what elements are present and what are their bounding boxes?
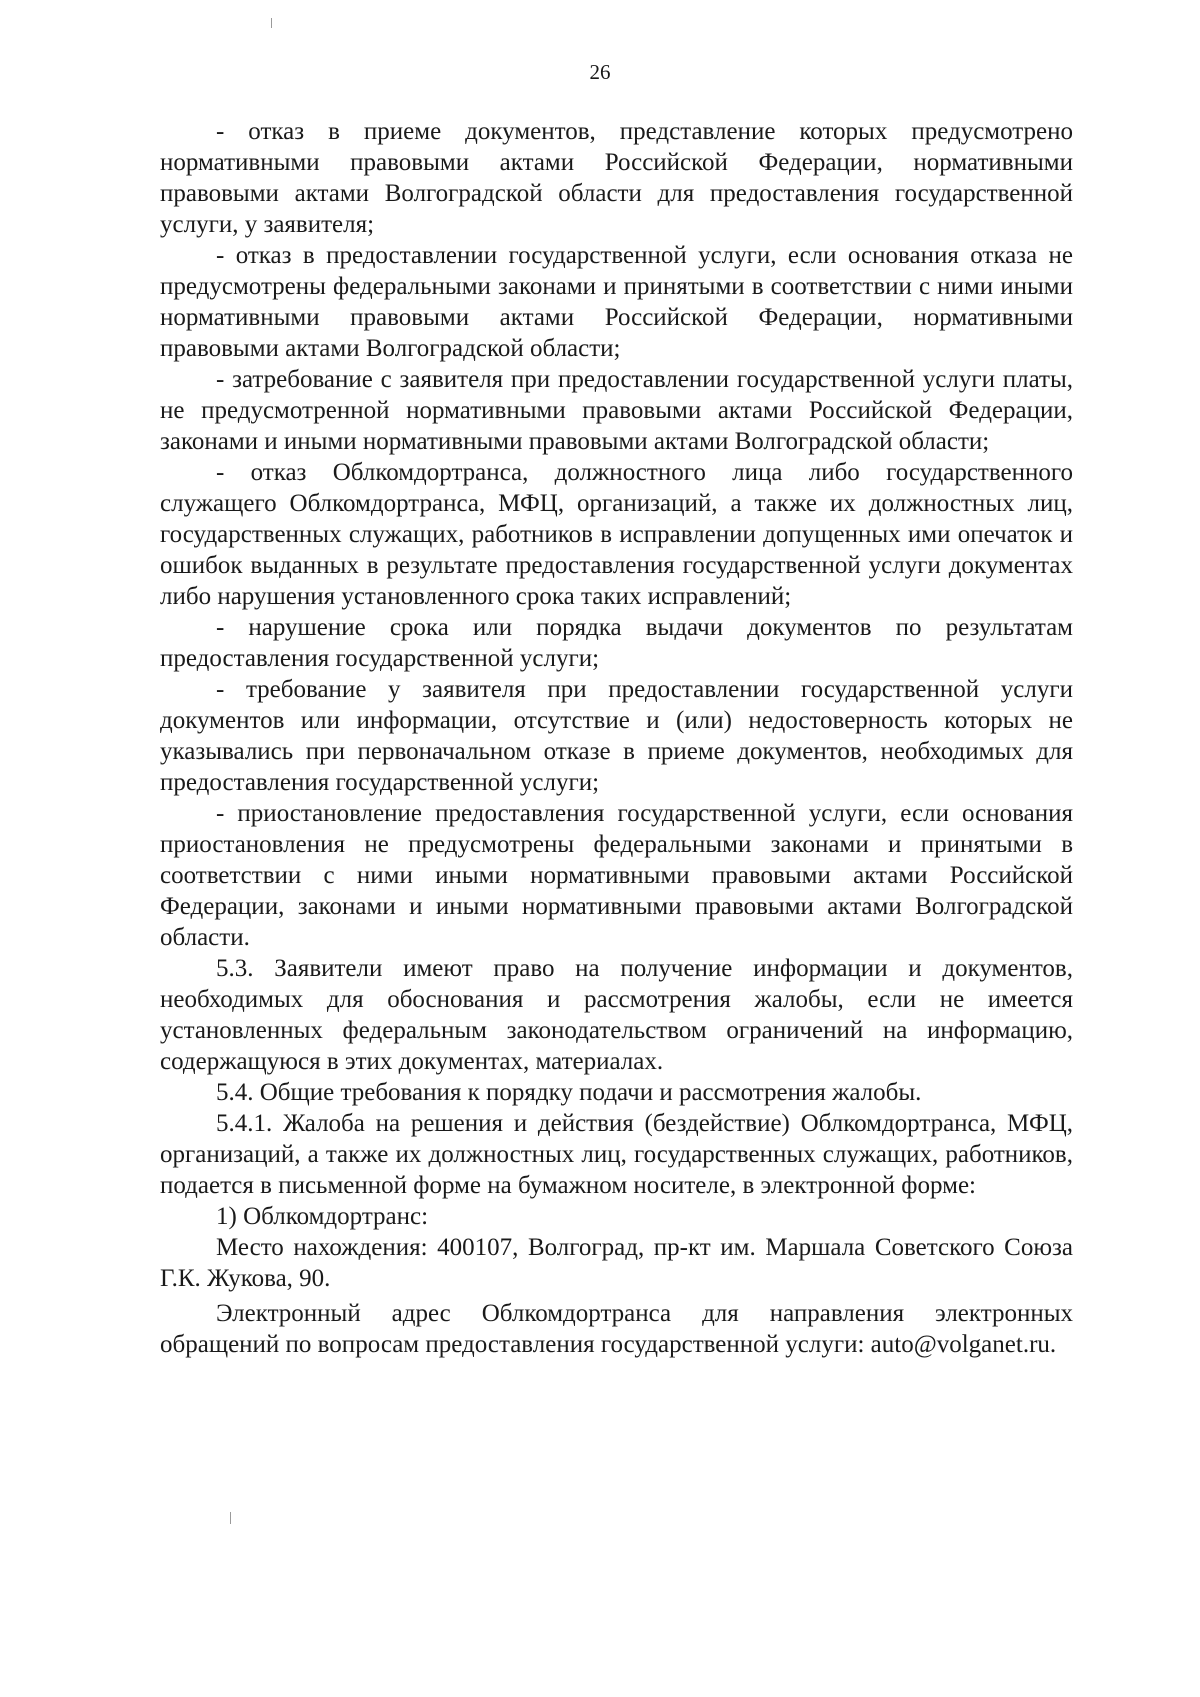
- document-body: [160, 116, 1073, 1360]
- paragraph: - отказ в предоставлении государственной услуги, если основания отказа не предусмотрены федеральными законами и принятыми в соответствии с ними иными нормативными правовыми актами Российской Федерации, нормативными правовыми актами Волгоградской области;: [160, 242, 1073, 362]
- scan-artifact: [230, 1512, 231, 1524]
- paragraph: - требование у заявителя при предоставлении государственной услуги документов или информации, отсутствие и (или) недостоверность которых не указывались при первоначальном отказе в приеме документов, необходимых для предоставления государственной услуги;: [160, 676, 1073, 796]
- page-number: 26: [589, 60, 611, 84]
- paragraph: - отказ Облкомдортранса, должностного лица либо государственного служащего Облкомдортранса, МФЦ, организаций, а также их должностных лиц, государственных служащих, работников в исправлении допущенных ими опечаток и ошибок выданных в результате предоставления государственной услуги документах либо нарушения установленного срока таких исправлений;: [160, 459, 1073, 610]
- paragraph: 1) Облкомдортранс:: [216, 1203, 429, 1230]
- paragraph: 5.4.1. Жалоба на решения и действия (бездействие) Облкомдортранса, МФЦ, организаций, а также их должностных лиц, государственных служащих, работников, подается в письменной форме на бумажном носителе, в электронной форме:: [160, 1110, 1073, 1199]
- paragraph: - приостановление предоставления государственной услуги, если основания приостановления не предусмотрены федеральными законами и принятыми в соответствии с ними иными нормативными правовыми актами Российской Федерации, законами и иными нормативными правовыми актами Волгоградской области.: [160, 800, 1073, 951]
- scan-artifact: [271, 18, 272, 28]
- paragraph: 5.3. Заявители имеют право на получение информации и документов, необходимых для обоснования и рассмотрения жалобы, если не имеется установленных федеральным законодательством ограничений на информацию, содержащуюся в этих документах, материалах.: [160, 955, 1073, 1075]
- paragraph: Место нахождения: 400107, Волгоград, пр-кт им. Маршала Советского Союза Г.К. Жукова, 90.: [160, 1234, 1073, 1292]
- paragraph: - затребование с заявителя при предоставлении государственной услуги платы, не предусмотренной нормативными правовыми актами Российской Федерации, законами и иными нормативными правовыми актами Волгоградской области;: [160, 366, 1073, 455]
- paragraph: 5.4. Общие требования к порядку подачи и рассмотрения жалобы.: [216, 1079, 922, 1106]
- paragraph: - нарушение срока или порядка выдачи документов по результатам предоставления государственной услуги;: [160, 614, 1073, 672]
- paragraph: - отказ в приеме документов, представление которых предусмотрено нормативными правовыми актами Российской Федерации, нормативными правовыми актами Волгоградской области для предоставления государственной услуги, у заявителя;: [160, 118, 1073, 238]
- paragraph: Электронный адрес Облкомдортранса для направления электронных обращений по вопросам предоставления государственной услуги: auto@volganet.ru.: [160, 1300, 1073, 1358]
